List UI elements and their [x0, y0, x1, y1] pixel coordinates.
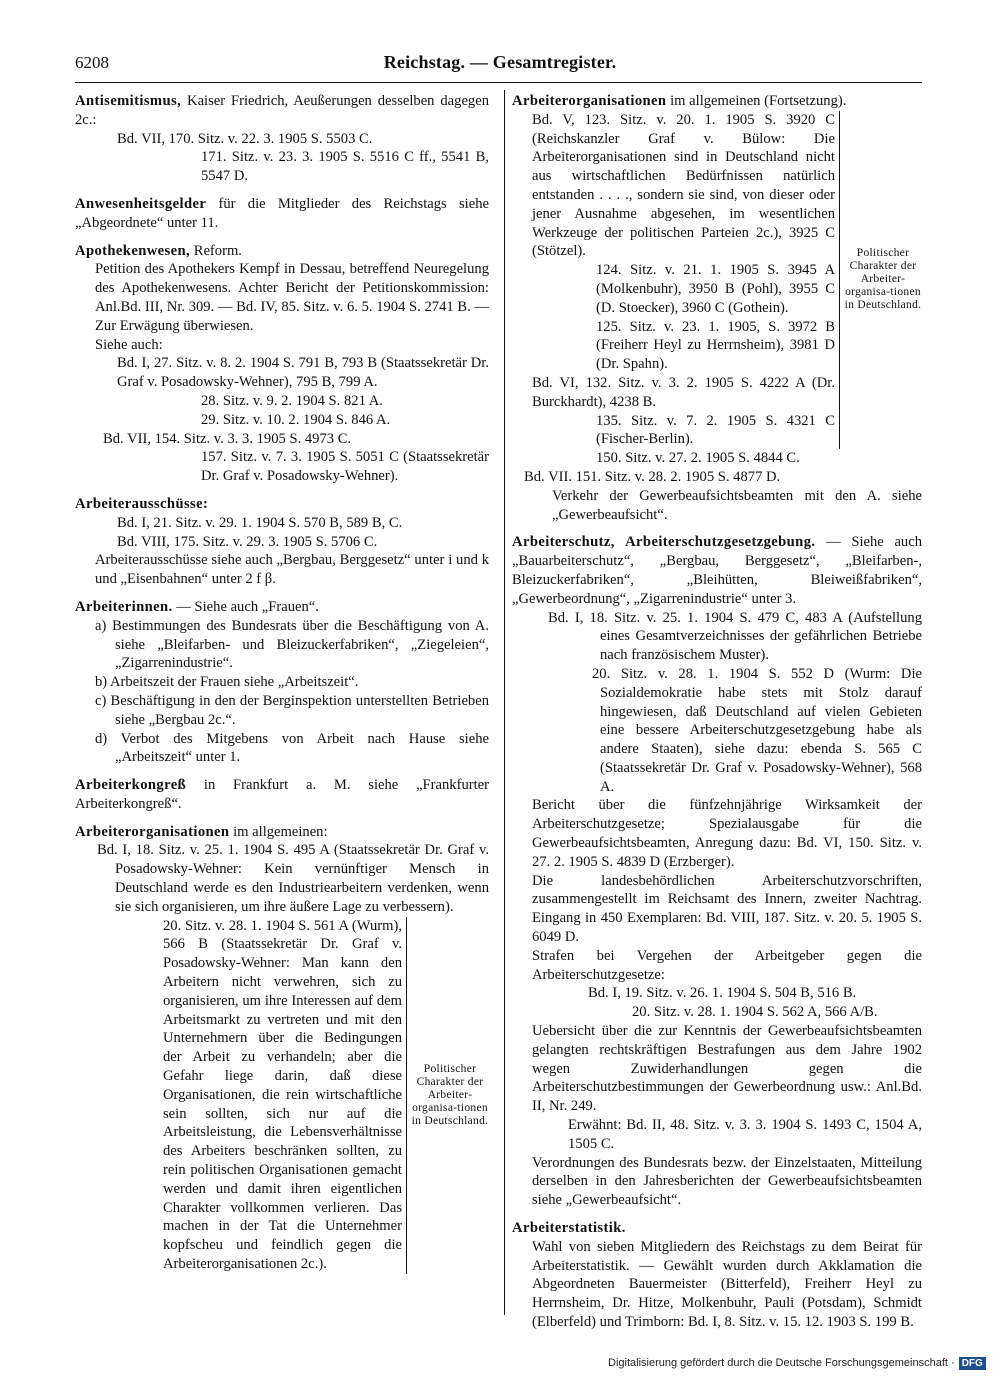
reference-line: Bericht über die fünfzehnjährige Wirksamkeit der Arbeiterschutzgesetze; Spezialausgabe für die Gewerbeaufsichtsbeamten, Anregung dazu: Bd. VI, 150. Sitz. v. 27. 2. 1905 S. 4839 D (Erzberger). — [532, 797, 922, 870]
reference-line: Bd. VI, 132. Sitz. v. 3. 2. 1905 S. 4222 A (Dr. Burckhardt), 4238 B. — [532, 374, 835, 410]
entry-keyword: Arbeiterkongreß — [75, 777, 187, 794]
entry-keyword: Arbeiterinnen. — [75, 598, 173, 615]
entry-keyword: Arbeiterausschüsse: — [75, 495, 209, 512]
reference-line: Bd. VII, 154. Sitz. v. 3. 3. 1905 S. 4973 C. — [103, 430, 352, 447]
page-number: 6208 — [75, 53, 109, 72]
reference-line: 157. Sitz. v. 7. 3. 1905 S. 5051 C (Staatssekretär Dr. Graf v. Posadowsky-Wehner). — [201, 449, 489, 485]
reference-line: Uebersicht über die zur Kenntnis der Gewerbeaufsichtsbeamten gelangten rechtskräftigen Bestrafungen aus dem Jahre 1902 wegen Zuwiderhandlungen gegen die Arbeiterschutzbestimmungen der Gewerbeordnung usw.: Anl.Bd. II, Nr. 249. — [532, 1023, 922, 1115]
entry-keyword: Apothekenwesen, — [75, 242, 191, 259]
entry-text: im allgemeinen (Fortsetzung). — [666, 93, 847, 109]
entry-text: in Frankfurt a. M. siehe „Frankfurter Arbeiterkongreß“. — [75, 777, 489, 812]
entry-apothekenwesen — [75, 242, 489, 486]
reference-line: Siehe auch: — [95, 336, 163, 353]
reference-line: Bd. I, 18. Sitz. v. 25. 1. 1904 S. 495 A (Staatssekretär Dr. Graf v. Posadowsky-Wehner: Kein vernünftiger Mensch in Deutschland werde es den Industriearbeitern verdenken, wenn sie sich organisieren, um ihre äußere Lage zu verbessern). — [97, 842, 489, 915]
list-item: b) Arbeitszeit der Frauen siehe „Arbeitszeit“. — [95, 674, 359, 691]
reference-line: 150. Sitz. v. 27. 2. 1905 S. 4844 C. — [596, 450, 800, 467]
column-divider — [504, 90, 505, 1315]
reference-line: 20. Sitz. v. 28. 1. 1904 S. 562 A, 566 A/B. — [632, 1004, 878, 1021]
entry-text: für die Mitglieder des Reichstags siehe „Abgeordnete“ unter 11. — [75, 195, 489, 231]
right-column — [512, 92, 922, 1332]
entry-arbeiterstatistik — [512, 1219, 922, 1332]
reference-line: Bd. I, 21. Sitz. v. 29. 1. 1904 S. 570 B, 589 B, C. — [117, 514, 403, 531]
bracketed-reference — [512, 111, 922, 449]
entry-keyword: Arbeiterschutz, Arbeiterschutzgesetzgebung. — [512, 534, 816, 551]
reference-line: 171. Sitz. v. 23. 3. 1905 S. 5516 C ff., 5541 B, 5547 D. — [201, 149, 489, 185]
entry-text: — Siehe auch „Bauarbeiterschutz“, „Bergbau, Berggesetz“, „Bleifarben-, Bleizuckerfabriken“, „Bleihütten, Bleiweißfabriken“, „Gewerbeordnung“, „Zigarrenindustrie“ unter 3. — [512, 534, 922, 607]
marginal-note: Politischer Charakter der Arbeiter-organisa-tionen in Deutschland. — [844, 247, 922, 312]
page-header — [0, 0, 1000, 80]
entry-arbeiterorganisationen-fortsetzung — [512, 92, 922, 524]
entry-arbeiterinnen — [75, 598, 489, 767]
entry-text: Reform. — [190, 242, 242, 259]
reference-line: 29. Sitz. v. 10. 2. 1904 S. 846 A. — [201, 411, 391, 428]
entry-antisemitismus — [75, 92, 489, 186]
digitization-footer — [608, 1357, 986, 1370]
entry-arbeiterausschuesse — [75, 495, 489, 589]
reference-line: 20. Sitz. v. 28. 1. 1904 S. 561 A (Wurm), 566 B (Staatssekretär Dr. Graf v. Posadowsky-Wehner: Man kann den Arbeitern nicht verwehren, sich zu organisieren, um ihre Interessen auf dem Arbeitsmarkt zu vertreten und mit den Unternehmern über die Bedingungen der Arbeit zu verhandeln; aber die Gefahr liege darin, daß diese Organisationen, die rein wirtschaftliche sein sollten, sich nur auf die Arbeitsleistung, die Lebensverhältnisse des Arbeiters beschränken sollten, zu rein politischen Organisationen gemacht werden und damit ihren eigentlichen Charakter vollkommen verlieren. Das machen in der Tat die Unternehmer kopfscheu und feindlich gegen die Arbeiterorganisationen 2c.). — [163, 917, 402, 1273]
entry-arbeiterorganisationen — [75, 823, 489, 1274]
reference-line: Strafen bei Vergehen der Arbeitgeber gegen die Arbeiterschutzgesetze: — [532, 947, 922, 983]
entry-text: im allgemeinen: — [229, 823, 328, 840]
reference-line: 125. Sitz. v. 23. 1. 1905, S. 3972 B (Freiherr Heyl zu Herrnsheim), 3981 D (Dr. Spahn). — [596, 318, 835, 373]
entry-keyword: Anwesenheitsgelder — [75, 195, 207, 212]
reference-line: Erwähnt: Bd. II, 48. Sitz. v. 3. 3. 1904 S. 1493 C, 1504 A, 1505 C. — [568, 1117, 922, 1152]
entry-keyword: Arbeiterstatistik. — [512, 1220, 626, 1237]
reference-line: 28. Sitz. v. 9. 2. 1904 S. 821 A. — [201, 392, 383, 409]
header-rule — [75, 82, 922, 83]
reference-line: 135. Sitz. v. 7. 2. 1905 S. 4321 C (Fischer-Berlin). — [596, 412, 835, 448]
reference-line: Bd. I, 18. Sitz. v. 25. 1. 1904 S. 479 C, 483 A (Aufstellung eines Gesamtverzeichnisses der gefährlichen Betriebe nach französischem Muster). — [548, 609, 922, 664]
dfg-logo: DFG — [959, 1357, 986, 1370]
reference-line: Die landesbehördlichen Arbeiterschutzvorschriften, zusammengestellt im Reichsamt des Innern, zweiter Nachtrag. Eingang in 450 Exemplaren: Bd. VIII, 187. Sitz. v. 20. 5. 1905 S. 6049 D. — [532, 872, 922, 946]
reference-line: Petition des Apothekers Kempf in Dessau, betreffend Neuregelung des Apothekenwesens. Achter Bericht der Petitionskommission: Anl.Bd. III, Nr. 309. — Bd. IV, 85. Sitz. v. 6. 5. 1904 S. 2741 B. — Zur Erwägung überwiesen. — [95, 261, 489, 334]
reference-line: Verkehr der Gewerbeaufsichtsbeamten mit den A. siehe „Gewerbeaufsicht“. — [552, 487, 922, 523]
entry-text: Kaiser Friedrich, Aeußerungen desselben dagegen 2c.: — [75, 93, 489, 128]
reference-line: Verordnungen des Bundesrats bezw. der Einzelstaaten, Mitteilung derselben in den Jahresberichten der Gewerbeaufsichtsbeamten siehe „Gewerbeaufsicht“. — [532, 1154, 922, 1209]
reference-line: 124. Sitz. v. 21. 1. 1905 S. 3945 A (Molkenbuhr), 3950 B (Pohl), 3955 C (D. Stoecker), 3960 C (Gothein). — [596, 262, 835, 316]
bracketed-text — [75, 917, 402, 1274]
marginal-note: Politischer Charakter der Arbeiter-organisa-tionen in Deutschland. — [411, 1062, 489, 1127]
entry-anwesenheitsgelder — [75, 195, 489, 233]
running-title: Reichstag. — Gesamtregister. — [383, 52, 617, 72]
entry-keyword: Antisemitismus, — [75, 93, 182, 109]
reference-line: Bd. VIII, 175. Sitz. v. 29. 3. 1905 S. 5706 C. — [117, 533, 378, 550]
entry-text: — Siehe auch „Frauen“. — [172, 598, 319, 615]
entry-arbeiterkongress — [75, 776, 489, 814]
bracket — [839, 111, 840, 449]
reference-line: Bd. VII, 170. Sitz. v. 22. 3. 1905 S. 5503 C. — [117, 130, 373, 147]
reference-line: Arbeiterausschüsse siehe auch „Bergbau, Berggesetz“ unter i und k und „Eisenbahnen“ unter 2 f β. — [95, 552, 489, 588]
entry-arbeiterschutz — [512, 533, 922, 1210]
reference-line: Bd. I, 19. Sitz. v. 26. 1. 1904 S. 504 B, 516 B. — [588, 985, 857, 1002]
reference-line: 20. Sitz. v. 28. 1. 1904 S. 552 D (Wurm: Die Sozialdemokratie habe stets mit Stolz darauf hingewiesen, daß Deutschland auf vielen Gebieten eine bessere Arbeiterschutzgesetzgebung habe als andere Staaten), siehe dazu: ebenda S. 565 C (Staatssekretär Dr. Graf v. Posadowsky-Wehner), 568 A. — [592, 665, 922, 795]
footer-text: Digitalisierung gefördert durch die Deutsche Forschungsgemeinschaft · — [608, 1357, 955, 1369]
entry-keyword: Arbeiterorganisationen — [75, 823, 230, 840]
bracket — [406, 917, 407, 1274]
list-item: d) Verbot des Mitgebens von Arbeit nach Hause siehe „Arbeitszeit“ unter 1. — [95, 730, 489, 766]
reference-line: Wahl von sieben Mitgliedern des Reichstags zu dem Beirat für Arbeiterstatistik. — Gewählt wurden durch Akklamation die Abgeordneten Bauermeister (Bitterfeld), Freiherr Heyl zu Herrnsheim, Dr. Hitze, Molkenbuhr, Pauli (Potsdam), Schmidt (Elberfeld) und Trimborn: Bd. I, 8. Sitz. v. 15. 12. 1903 S. 199 B. — [532, 1238, 922, 1330]
bracketed-reference — [75, 917, 489, 1274]
reference-line: Bd. VII. 151. Sitz. v. 28. 2. 1905 S. 4877 D. — [524, 468, 781, 485]
bracketed-text — [512, 111, 835, 449]
list-item: c) Beschäftigung in den der Berginspektion unterstellten Betrieben siehe „Bergbau 2c.“. — [95, 692, 489, 728]
list-item: a) Bestimmungen des Bundesrats über die Beschäftigung von A. siehe „Bleifarben- und Bleizuckerfabriken“, „Ziegeleien“, „Zigarrenindustrie“. — [95, 617, 489, 672]
left-column — [75, 92, 489, 1274]
reference-line: Bd. I, 27. Sitz. v. 8. 2. 1904 S. 791 B, 793 B (Staatssekretär Dr. Graf v. Posadowsky-Wehner), 795 B, 799 A. — [117, 355, 489, 391]
reference-line: Bd. V, 123. Sitz. v. 20. 1. 1905 S. 3920 C (Reichskanzler Graf v. Bülow: Die Arbeiterorganisationen sind in Deutschland nicht aus wirtschaftlichen Bedürfnissen natürlich entstanden . . . ., sondern sie sind, von dieser oder jener Ausnahme abgesehen, im wesentlichen Werkzeuge der politischen Parteien 2c.), 3925 C (Stötzel). — [532, 111, 835, 260]
entry-keyword: Arbeiterorganisationen — [512, 93, 667, 109]
